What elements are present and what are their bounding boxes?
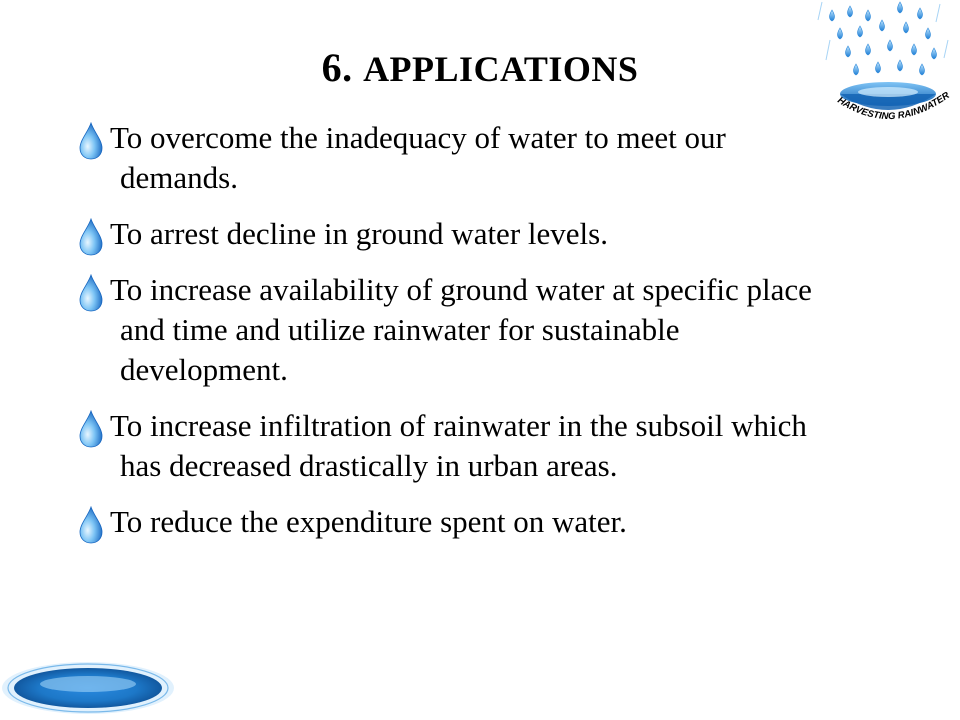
bullet-line: has decreased drastically in urban areas. (120, 448, 618, 483)
bullet-list (78, 118, 958, 558)
bullet-item (78, 406, 958, 486)
title-number: 6. (321, 45, 353, 90)
water-drop-icon (78, 410, 104, 448)
bullet-line: To increase availability of ground water at specific place (110, 272, 812, 307)
water-drop-icon (78, 122, 104, 160)
bullet-item (78, 502, 958, 542)
water-drop-icon (78, 506, 104, 544)
water-puddle-icon (0, 650, 180, 720)
bullet-line: and time and utilize rainwater for sustainable (120, 312, 680, 347)
bullet-line: To overcome the inadequacy of water to meet our (110, 120, 726, 155)
title-text: APPLICATIONS (363, 49, 639, 89)
bullet-item (78, 214, 958, 254)
bullet-line: demands. (120, 160, 238, 195)
bullet-line: To increase infiltration of rainwater in the subsoil which (110, 408, 807, 443)
water-drop-icon (78, 218, 104, 256)
bullet-item (78, 270, 958, 390)
water-drop-icon (78, 274, 104, 312)
bullet-item (78, 118, 958, 198)
bullet-line: To reduce the expenditure spent on water. (110, 504, 627, 539)
bullet-line: To arrest decline in ground water levels. (110, 216, 608, 251)
bullet-line: development. (120, 352, 288, 387)
logo-text: HARVESTING RAINWATER (835, 89, 952, 123)
